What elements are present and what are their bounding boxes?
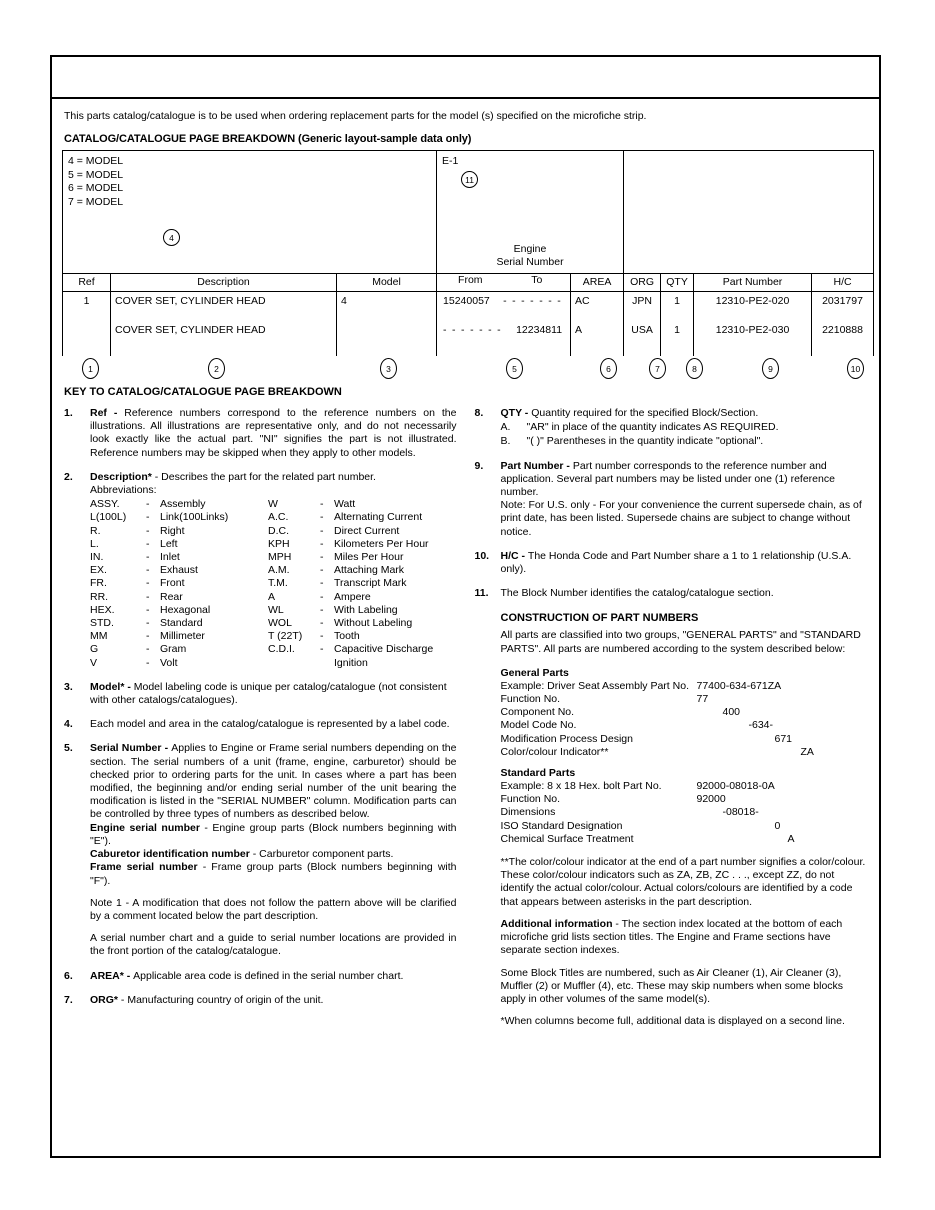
callout-marker-4: 4 [163,229,180,246]
page-breakdown-table [62,150,874,356]
key-item-lead: Serial Number - [90,742,172,755]
abbr-dash: - [146,537,150,550]
breakdown-top-row [63,151,874,274]
pn-label: Example: Driver Seat Assembly Part No. [500,679,689,692]
key-item-lead: Part Number - [500,459,573,472]
abbr-long2: Attaching Mark [334,564,405,577]
qty-sub-text: "( )" Parentheses in the quantity indicate "optional". [526,435,764,448]
abbr-dash: - [146,630,150,643]
key-item-text [90,994,457,1007]
col-header-hc: H/C [812,274,874,292]
key-item-number: 6. [64,969,73,982]
cell-serial-from: - - - - - - - [443,324,502,336]
abbr-short: MM [90,630,108,643]
abbr-long2: Alternating Current [334,511,423,524]
catalog-page [50,55,881,1158]
abbr-dash2: - [320,577,324,590]
cell-hc: 2210888 [812,321,874,356]
construction-section [501,612,868,1028]
abbr-long: Hexagonal [160,603,211,616]
abbr-dash: - [146,577,150,590]
model-line: 7 = MODEL [68,195,124,208]
key-item-3 [64,681,457,707]
qty-sub-text: "AR" in place of the quantity indicates AS REQUIRED. [526,421,779,434]
table-header-row [63,274,874,292]
abbr-short: RR. [90,590,109,603]
cell-description: COVER SET, CYLINDER HEAD [111,321,337,356]
pn-label: Function No. [500,793,561,806]
pn-label: Modification Process Design [500,732,633,745]
key-item-text [90,681,457,707]
general-parts-row [501,706,868,719]
callout-marker-11: 11 [461,171,478,188]
abbr-short: L. [90,537,99,550]
standard-parts-row [501,833,868,846]
key-item-11 [475,587,868,600]
abbr-long: Volt [160,656,178,669]
abbr-dash2: - [320,603,324,616]
model-line: 6 = MODEL [68,182,124,195]
pn-value: -634- [748,719,774,732]
abbreviation-row [90,525,457,538]
abbr-long: Assembly [160,498,206,511]
additional-information [501,918,868,958]
abbr-dash2: - [320,511,324,524]
pn-value: 77 [696,693,709,706]
abbr-dash: - [146,590,150,603]
key-item-number: 8. [474,407,484,419]
cell-serial-from: 15240057 [443,295,490,307]
cell-model: 4 [337,292,437,322]
abbr-long: Right [160,524,185,537]
abbr-long: Rear [160,590,183,603]
abbr-short: STD. [90,617,114,630]
abbr-short2: KPH [268,537,290,550]
key-item-number: 2. [64,470,73,483]
key-item-text: The Block Number identifies the catalog/catalogue section. [500,587,774,600]
abbr-long: Exhaust [160,564,198,577]
col-header-org: ORG [624,274,661,292]
pn-label: Example: 8 x 18 Hex. bolt Part No. [500,780,662,793]
serial-header-line1: Engine [513,243,547,255]
abbr-short2: WOL [268,617,292,630]
key-item-lead: Description* [90,470,155,483]
abbreviation-row [90,538,457,551]
pn-value: 400 [722,706,741,719]
abbr-long: Front [160,577,185,590]
key-item-body: Applicable area code is defined in the serial number chart. [133,969,404,982]
abbr-short: FR. [90,577,107,590]
col-header-ref: Ref [63,274,111,292]
abbr-dash: - [146,511,150,524]
columns-note: *When columns become full, additional data is displayed on a second line. [500,1015,845,1028]
abbreviation-row [90,498,457,511]
key-item-body: Quantity required for the specified Block/Section. [531,407,759,419]
cell-hc: 2031797 [812,292,874,322]
qty-sub-label: B. [500,435,511,448]
pn-value: 92000-08018-0A [696,780,775,793]
key-item-body: - Manufacturing country of origin of the unit. [120,993,324,1006]
key-item-lead: ORG* [90,993,121,1006]
pn-label: Dimensions [500,806,556,819]
pn-label: Component No. [500,706,575,719]
abbr-short: L(100L) [90,511,127,524]
page-header-band [52,57,879,99]
abbreviation-row [90,617,457,630]
key-item-number: 10. [474,549,490,562]
key-item-lead: Model* - [90,680,134,693]
general-parts-row [501,719,868,732]
abbreviation-row [90,564,457,577]
cell-serial-range [437,321,571,356]
abbr-short: V [90,656,98,669]
key-item-lead: AREA* - [90,969,134,982]
general-parts-row [501,733,868,746]
key-item-lead: H/C - [500,549,528,562]
cell-ref: 1 [63,292,111,322]
standard-parts-row [501,820,868,833]
model-line: 4 = MODEL [68,155,124,167]
abbr-dash2: - [320,630,324,643]
pn-label: Color/colour Indicator** [500,745,609,758]
key-item-9 [475,460,868,539]
cell-description: COVER SET, CYLINDER HEAD [111,292,337,322]
block-titles-note: Some Block Titles are numbered, such as Air Cleaner (1), Air Cleaner (3), Muffler (2) or Muffler (4), etc. These may skip numbers when some blocks apply in other volumes of the same model(s). [500,966,844,1005]
key-item-body: The Honda Code and Part Number share a 1 to 1 relationship (U.S.A. only). [500,549,852,576]
table-row [63,292,874,322]
block-number-cell [437,151,624,274]
page-body [52,99,879,1028]
abbreviation-row [90,604,457,617]
abbr-short: EX. [90,564,107,577]
abbr-short2: A.M. [268,564,290,577]
abbreviations-label: Abbreviations: [90,484,157,497]
standard-parts-row [501,780,868,793]
pn-value: 671 [774,732,793,745]
cell-part-number: 12310-PE2-030 [694,321,812,356]
abbr-dash: - [146,617,150,630]
abbr-dash2: - [320,524,324,537]
key-item-text [501,460,868,539]
abbr-long: Millimeter [160,630,205,643]
key-item-text: Each model and area in the catalog/catalogue is represented by a label code. [90,718,450,731]
color-indicator-note: **The color/colour indicator at the end of a part number signifies a color/colour. These color/colour indicators such as ZA, ZB, ZC . . ., except ZZ, do not identify the actual color/colour. Actual colors/colours are identified by a code that appears between asterisks in the part description. [500,856,866,908]
col-header-serial-range [437,274,571,292]
key-column-right [475,407,868,1028]
callout-marker-8: 8 [686,358,703,379]
key-item-2 [64,471,457,670]
general-parts-row [501,746,868,759]
abbr-dash2: - [320,498,324,511]
pn-label: Chemical Surface Treatment [500,832,634,845]
engine-serial-text: - Engine group parts (Block numbers beginning with "E"). [90,821,457,847]
abbr-long2: Watt [334,498,356,511]
key-item-number: 3. [64,680,73,693]
abbr-dash: - [146,564,150,577]
frame-serial-lead: Frame serial number [90,861,198,874]
callout-marker-3: 3 [380,358,397,379]
abbr-short: G [90,643,99,656]
key-item-6 [64,970,457,983]
key-item-number: 9. [474,459,484,472]
pn-value: 0 [774,819,781,832]
general-parts-row [501,693,868,706]
serial-header-line2: Serial Number [496,255,564,268]
abbr-short: ASSY. [90,498,120,511]
abbr-dash: - [146,603,150,616]
key-item-7 [64,994,457,1007]
standard-parts-row [501,806,868,819]
cell-qty: 1 [661,292,694,322]
key-item-text [90,970,457,983]
abbr-dash2: - [320,551,324,564]
intro-text: This parts catalog/catalogue is to be used when ordering replacement parts for the model (s) specified on the microfiche strip. [64,110,647,122]
abbreviation-row [90,551,457,564]
key-item-body: Part number corresponds to the reference number and application. Several part numbers may be listed under one (1) reference number. [500,459,835,499]
abbr-long2: Direct Current [334,524,400,537]
abbr-long: Link(100Links) [160,511,229,524]
abbr-short2: D.C. [268,524,289,537]
abbr-dash2: - [320,564,324,577]
abbr-dash: - [146,498,150,511]
key-item-lead: Ref - [90,407,125,419]
abbreviation-row [90,657,457,670]
cell-part-number: 12310-PE2-020 [694,292,812,322]
callout-marker-6: 6 [600,358,617,379]
pn-label: Function No. [500,693,561,706]
abbr-long2: With Labeling [334,603,398,616]
key-item-5 [64,742,457,958]
standard-parts-title: Standard Parts [500,767,576,780]
cell-serial-range [437,292,571,322]
key-item-body: Model labeling code is unique per catalog/catalogue (not consistent with other catalogs/catalogues). [90,680,447,707]
qty-sub-b [501,435,868,448]
pn-label: Model Code No. [500,719,577,732]
abbr-long2: Kilometers Per Hour [334,537,429,550]
abbr-short2: WL [268,603,284,616]
key-item-8 [475,407,868,449]
key-item-number: 4. [64,718,73,731]
construction-title: CONSTRUCTION OF PART NUMBERS [500,612,699,625]
abbr-short2: C.D.I. [268,643,295,656]
col-header-description: Description [111,274,337,292]
abbr-long2: Miles Per Hour [334,551,404,564]
callout-marker-10: 10 [847,358,864,379]
key-item-number: 5. [64,742,73,755]
abbr-dash2: - [320,537,324,550]
abbr-short2: T (22T) [268,630,303,643]
pn-value: A [787,832,795,845]
key-item-1 [64,407,457,460]
abbr-short2: MPH [268,551,292,564]
cell-area: A [571,321,624,356]
abbr-short2 [268,657,320,670]
callout-marker-1: 1 [82,358,99,379]
key-item-body: Applies to Engine or Frame serial numbers depending on the section. The serial numbers of a unit (frame, engine, carburetor) should be checked prior to ordering parts for the unit. In cases where a part has been modified, the beginning and/or ending serial number of the unit bearing the modification is listed in the "SERIAL NUMBER" column. Modification parts can be controlled by three types of numbers as described below. [90,742,457,821]
pn-value: -08018- [722,806,759,819]
cell-ref [63,321,111,356]
abbr-dash: - [146,656,150,669]
pn-label: ISO Standard Designation [500,819,623,832]
construction-intro: All parts are classified into two groups, "GENERAL PARTS" and "STANDARD PARTS". All parts are numbered according to the system described below: [500,629,861,655]
callout-marker-9: 9 [762,358,779,379]
col-header-from: From [458,274,483,286]
model-legend-cell [63,151,437,274]
abbr-short: R. [90,524,101,537]
abbr-long: Inlet [160,551,180,564]
abbreviations-table [90,498,457,670]
abbreviation-row [90,630,457,643]
cell-org: USA [624,321,661,356]
engine-serial-lead: Engine serial number [90,821,200,834]
key-item-number: 11. [474,587,489,600]
key-item-text [90,742,457,958]
abbreviation-row [90,577,457,590]
additional-information-lead: Additional information [500,917,616,930]
abbreviation-row [90,643,457,656]
abbr-long2: Capacitive Discharge [334,643,434,656]
cell-serial-to: - - - - - - - [503,295,563,307]
cell-org: JPN [624,292,661,322]
abbr-long2: Ampere [334,590,371,603]
abbreviation-row [90,591,457,604]
table-row [63,321,874,356]
callout-marker-5: 5 [506,358,523,379]
key-item-text [501,407,868,449]
col-header-area: AREA [571,274,624,292]
abbr-short2: T.M. [268,577,288,590]
key-item-text [90,407,457,460]
col-header-qty: QTY [661,274,694,292]
breakdown-empty-cell [624,151,874,274]
abbr-short: IN. [90,551,104,564]
abbr-dash: - [146,643,150,656]
key-item-text [90,471,457,670]
carburetor-id-lead: Caburetor identification number [90,848,250,861]
callout-row [62,355,869,385]
abbr-dash: - [146,524,150,537]
general-parts-row [501,680,868,693]
abbr-dash2: - [320,590,324,603]
abbr-long: Standard [160,617,203,630]
key-title: KEY TO CATALOG/CATALOGUE PAGE BREAKDOWN [64,386,342,398]
col-header-to: To [531,274,543,286]
abbr-short2: A.C. [268,511,289,524]
key-item-number: 7. [64,993,73,1006]
part-number-note: Note: For U.S. only - For your convenience the current supersede chain, as of print date, has been listed. Supersede chains are subject to change without notice. [500,499,862,538]
cell-model [337,321,437,356]
callout-marker-2: 2 [208,358,225,379]
key-item-4 [64,718,457,731]
abbr-dash2 [320,657,334,670]
col-header-part-number: Part Number [694,274,812,292]
serial-number-header [437,243,623,268]
frame-serial-text: - Frame group parts (Block numbers beginning with "F"). [90,861,457,887]
standard-parts-row [501,793,868,806]
pn-value: 92000 [696,793,726,806]
abbr-short2: W [268,498,278,511]
abbr-long: Gram [160,643,187,656]
abbr-long2: Ignition [334,656,368,669]
key-column-left [64,407,457,1028]
cell-area: AC [571,292,624,322]
general-parts-title: General Parts [500,666,569,679]
qty-sub-a [501,421,868,434]
pn-value: 77400-634-671ZA [696,679,782,692]
abbr-long2: Tooth [334,630,360,643]
key-item-body: Reference numbers correspond to the reference numbers on the illustrations. All illustrations are representative only, and do not necessarily look exactly like the actual part. "NI" signifies the part is not illustrated. Reference numbers may be skipped when they apply to other models. [90,407,457,459]
cell-serial-to: 12234811 [516,324,563,336]
serial-chart-note: A serial number chart and a guide to serial number locations are provided in the front portion of the catalog/catalogue. [90,932,457,958]
abbr-long2: Without Labeling [334,617,413,630]
abbr-dash2: - [320,643,324,656]
abbr-long: Left [160,537,178,550]
abbr-dash: - [146,551,150,564]
callout-marker-7: 7 [649,358,666,379]
abbr-short: HEX. [90,603,115,616]
abbr-short2: A [268,590,276,603]
key-item-lead: QTY - [500,407,532,419]
key-item-text [501,550,868,576]
key-columns [62,407,869,1028]
cell-qty: 1 [661,321,694,356]
key-item-10 [475,550,868,576]
abbreviation-row [90,511,457,524]
abbr-long2: Transcript Mark [334,577,407,590]
block-code: E-1 [442,155,459,167]
serial-note-1: Note 1 - A modification that does not follow the pattern above will be clarified by a comment located below the part description. [90,896,457,922]
key-item-body: - Describes the part for the related part number. [154,470,376,483]
additional-information-body: - The section index located at the bottom of each microfiche grid lists section titles. The Engine and Frame sections have separate section indexes. [500,917,843,957]
key-item-number: 1. [64,407,73,419]
abbr-dash2: - [320,617,324,630]
pn-value: ZA [800,745,814,758]
section-title: CATALOG/CATALOGUE PAGE BREAKDOWN (Generic layout-sample data only) [64,133,472,145]
model-line: 5 = MODEL [68,168,124,181]
qty-sub-label: A. [500,421,511,434]
carburetor-id-text: - Carburetor component parts. [249,848,394,861]
col-header-model: Model [337,274,437,292]
